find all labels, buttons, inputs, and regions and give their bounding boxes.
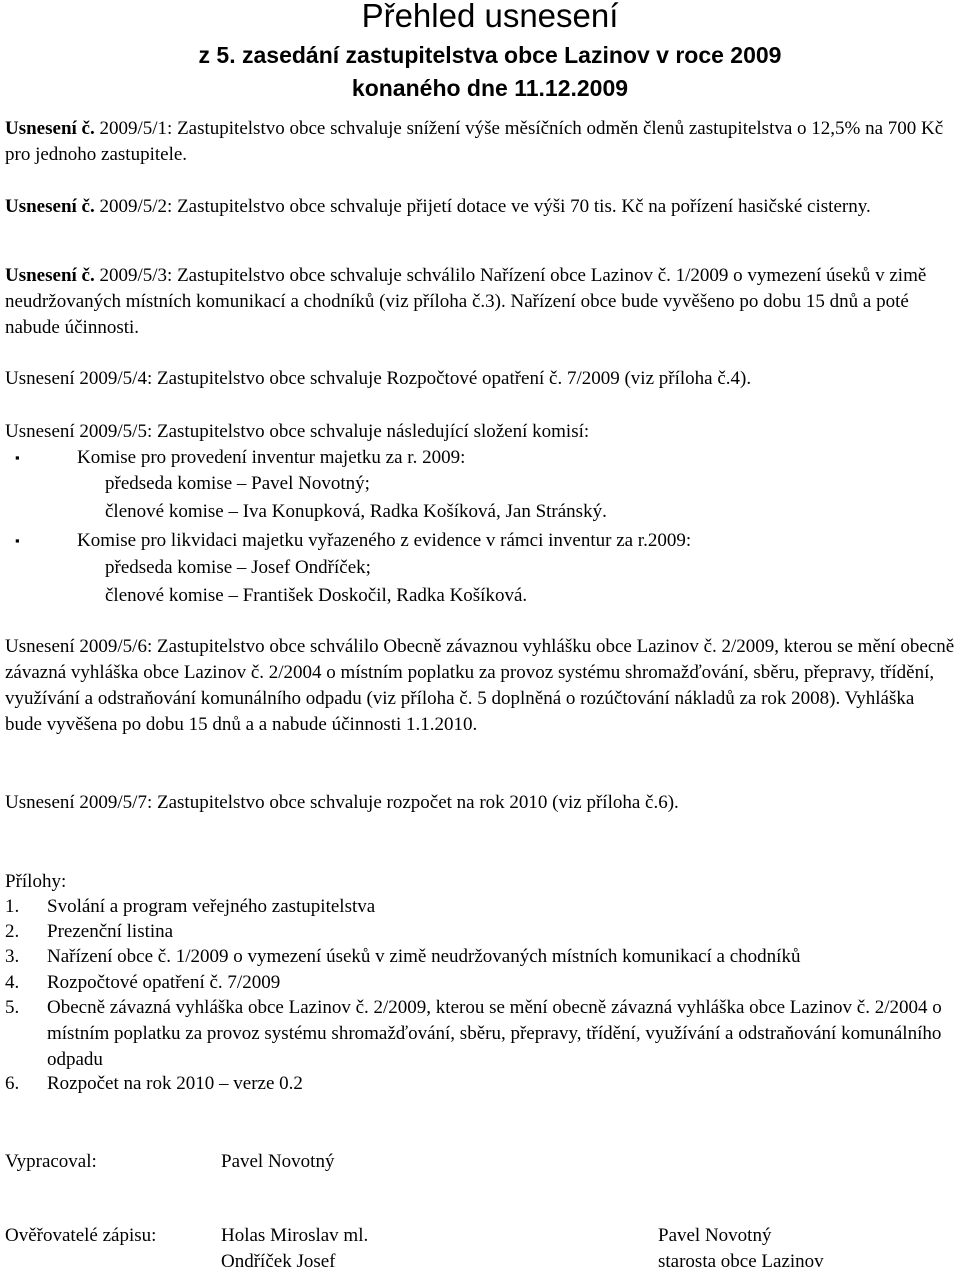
- mayor-title: starosta obce Lazinov: [658, 1251, 824, 1272]
- prepared-by-label: Vypracoval:: [5, 1151, 97, 1172]
- attachment-text: Svolání a program veřejného zastupitelstva: [47, 896, 376, 917]
- commission-chair: předseda komise – Josef Ondříček;: [105, 557, 371, 578]
- meeting-date: konaného dne 11.12.2009: [351, 75, 629, 101]
- bullet-icon: ▪: [15, 450, 20, 465]
- commission-members: členové komise – František Doskočil, Radka Košíková.: [105, 585, 528, 606]
- resolution-5: Usnesení 2009/5/5: Zastupitelstvo obce schvaluje následující složení komisí:: [5, 421, 590, 442]
- attachment-number: 4.: [5, 972, 20, 993]
- attachment-text: Rozpočtové opatření č. 7/2009: [47, 972, 281, 993]
- resolution-1: [5, 116, 955, 168]
- commission-chair: předseda komise – Pavel Novotný;: [105, 473, 370, 494]
- attachment-number: 6.: [5, 1073, 20, 1094]
- resolution-7: Usnesení 2009/5/7: Zastupitelstvo obce schvaluje rozpočet na rok 2010 (viz příloha č.6).: [5, 792, 679, 813]
- attachment-text: Obecně závazná vyhláška obce Lazinov č. 2/2009, kterou se mění obecně závazná vyhláška obce Lazinov č. 2/2004 o místním poplatku za provoz systému shromažďování, sběru, přepravy, třídění, využívání a odstraňování komunálního odpadu: [47, 997, 942, 1070]
- bullet-icon: ▪: [15, 533, 20, 548]
- attachment-number: 2.: [5, 921, 20, 942]
- commission-members: členové komise – Iva Konupková, Radka Košíková, Jan Stránský.: [105, 501, 607, 522]
- commission-title: Komise pro likvidaci majetku vyřazeného z evidence v rámci inventur za r.2009:: [77, 530, 692, 551]
- resolution-2: [5, 194, 955, 220]
- resolution-label: Usnesení č.: [5, 265, 95, 286]
- resolution-3: [5, 263, 955, 341]
- resolution-text: 2009/5/2: Zastupitelstvo obce schvaluje přijetí dotace ve výši 70 tis. Kč na pořízení hasičské cisterny.: [94, 196, 871, 217]
- resolution-6: Usnesení 2009/5/6: Zastupitelstvo obce schválilo Obecně závaznou vyhlášku obce Lazinov č. 2/2009, kterou se mění obecně závazná vyhláška obce Lazinov č. 2/2004 o místním poplatku za provoz systému shromažďování, sběru, přepravy, třídění, využívání a odstraňování komunálního odpadu (viz příloha č. 5 doplněná o rozúčtování nákladů za rok 2008). Vyhláška bude vyvěšena po dobu 15 dnů a a nabude účinnosti 1.1.2010.: [5, 636, 955, 735]
- prepared-by-name: Pavel Novotný: [221, 1151, 335, 1172]
- mayor-name: Pavel Novotný: [658, 1225, 772, 1246]
- attachment-number: 1.: [5, 896, 20, 917]
- resolution-text: 2009/5/1: Zastupitelstvo obce schvaluje snížení výše měsíčních odměn členů zastupitelstva o 12,5% na 700 Kč pro jednoho zastupitele.: [5, 118, 944, 165]
- resolution-text: 2009/5/3: Zastupitelstvo obce schvaluje schválilo Nařízení obce Lazinov č. 1/2009 o vymezení úseků v zimě neudržovaných místních komunikací a chodníků (viz příloha č.3). Nařízení obce bude vyvěšeno po dobu 15 dnů a poté nabude účinnosti.: [5, 265, 927, 338]
- attachment-text: Nařízení obce č. 1/2009 o vymezení úseků v zimě neudržovaných místních komunikací a chodníků: [47, 946, 801, 967]
- attachments-heading: Přílohy:: [5, 871, 67, 892]
- resolution-4: Usnesení 2009/5/4: Zastupitelstvo obce schvaluje Rozpočtové opatření č. 7/2009 (viz příloha č.4).: [5, 368, 752, 389]
- commission-title: Komise pro provedení inventur majetku za r. 2009:: [77, 447, 466, 468]
- attachment-number: 3.: [5, 946, 20, 967]
- resolution-label: Usnesení č.: [5, 118, 95, 139]
- resolution-label: Usnesení č.: [5, 196, 95, 217]
- verifiers-label: Ověřovatelé zápisu:: [5, 1225, 157, 1246]
- attachment-text: Rozpočet na rok 2010 – verze 0.2: [47, 1073, 303, 1094]
- attachment-text: Prezenční listina: [47, 921, 174, 942]
- verifier-name: Ondříček Josef: [221, 1251, 336, 1272]
- verifier-name: Holas Miroslav ml.: [221, 1225, 369, 1246]
- attachment-number: 5.: [5, 997, 20, 1018]
- page-title: Přehled usnesení: [361, 0, 619, 34]
- page-subtitle: z 5. zasedání zastupitelstva obce Lazinov v roce 2009: [198, 42, 782, 68]
